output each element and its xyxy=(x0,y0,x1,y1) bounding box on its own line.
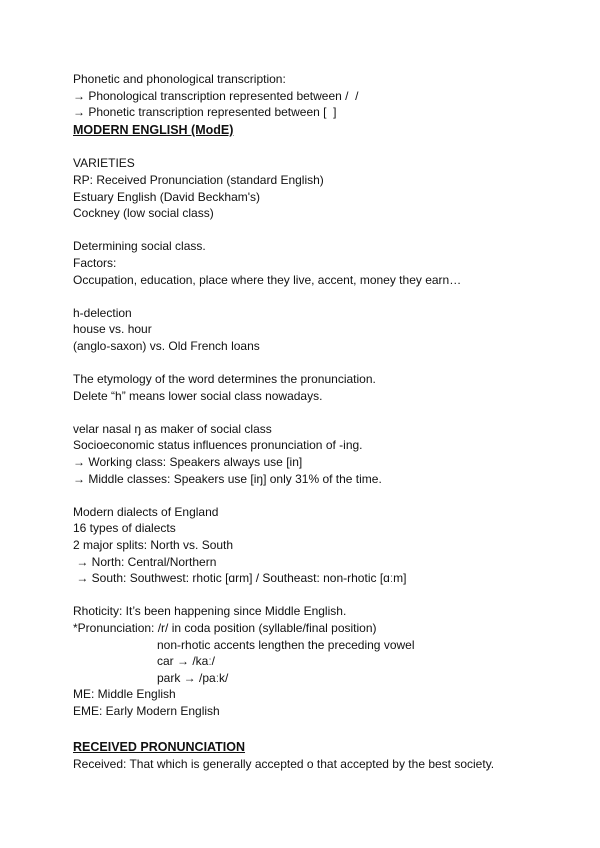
document-page xyxy=(73,71,573,772)
etymology-line: Delete “h” means lower social class nowadays. xyxy=(73,388,323,403)
rhoticity-indented-line: park → /paːk/ xyxy=(157,670,229,685)
abbreviation-line: ME: Middle English xyxy=(73,687,176,702)
varieties-line: Cockney (low social class) xyxy=(73,206,214,221)
velar-nasal-line: → Middle classes: Speakers use [iŋ] only 31% of the time. xyxy=(73,471,382,486)
dialects-line: 2 major splits: North vs. South xyxy=(73,538,234,553)
velar-nasal-line: velar nasal ŋ as maker of social class xyxy=(73,421,272,436)
received-definition-line: Received: That which is generally accepted o that accepted by the best society. xyxy=(73,756,495,771)
rhoticity-line: Rhoticity: It’s been happening since Middle English. xyxy=(73,604,347,619)
social-class-line: Factors: xyxy=(73,255,117,270)
h-deletion-line: (anglo-saxon) vs. Old French loans xyxy=(73,338,260,353)
h-deletion-line: house vs. hour xyxy=(73,322,152,337)
etymology-line: The etymology of the word determines the pronunciation. xyxy=(73,372,376,387)
section-heading-modern-english: MODERN ENGLISH (ModE) xyxy=(73,122,234,137)
dialects-line: 16 types of dialects xyxy=(73,521,176,536)
rhoticity-indented-line: car → /kaː/ xyxy=(157,654,216,669)
section-heading-received-pronunciation: RECEIVED PRONUNCIATION xyxy=(73,739,246,754)
intro-line: Phonetic and phonological transcription: xyxy=(73,72,286,86)
dialects-line: → South: Southwest: rhotic [ɑrm] / Southeast: non-rhotic [ɑːm] xyxy=(73,571,407,586)
rhoticity-indented-line: non-rhotic accents lengthen the preceding vowel xyxy=(157,637,415,652)
varieties-line: RP: Received Pronunciation (standard English) xyxy=(73,172,324,187)
h-deletion-line: h-delection xyxy=(73,305,132,320)
varieties-line: Estuary English (David Beckham's) xyxy=(73,189,261,204)
intro-line: → Phonological transcription represented between / / xyxy=(73,88,359,103)
velar-nasal-line: → Working class: Speakers always use [in] xyxy=(73,455,303,470)
intro-line: → Phonetic transcription represented between [ ] xyxy=(73,105,337,120)
dialects-line: → North: Central/Northern xyxy=(73,554,217,569)
dialects-line: Modern dialects of England xyxy=(73,504,219,519)
social-class-line: Determining social class. xyxy=(73,239,206,254)
rhoticity-line: *Pronunciation: /r/ in coda position (syllable/final position) xyxy=(73,621,377,635)
abbreviation-line: EME: Early Modern English xyxy=(73,703,220,718)
social-class-line: Occupation, education, place where they live, accent, money they earn… xyxy=(73,272,462,287)
velar-nasal-line: Socioeconomic status influences pronunciation of -ing. xyxy=(73,438,363,453)
varieties-line: VARIETIES xyxy=(73,156,135,171)
